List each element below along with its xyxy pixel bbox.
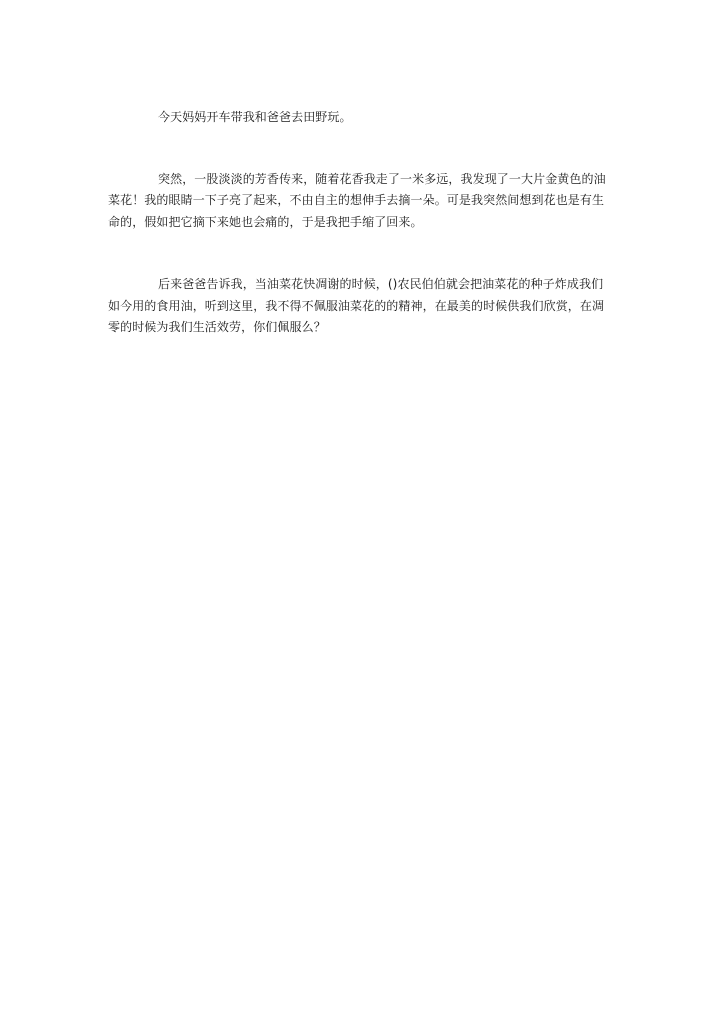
document-body (108, 107, 612, 339)
paragraph-rapeseed-flowers: 突然，一股淡淡的芳香传来，随着花香我走了一米多远，我发现了一大片金黄色的油菜花！我的眼睛一下子亮了起来，不由自主的想伸手去摘一朵。可是我突然间想到花也是有生命的，假如把它摘下来她也会痛的，于是我把手缩了回来。 (108, 171, 606, 229)
paragraph-conclusion: 后来爸爸告诉我，当油菜花快凋谢的时候，()农民伯伯就会把油菜花的种子炸成我们如今用的食用油，听到这里，我不得不佩服油菜花的的精神，在最美的时候供我们欣赏，在凋零的时候为我们生活效劳，你们佩服么？ (108, 277, 605, 334)
paragraph-intro: 今天妈妈开车带我和爸爸去田野玩。 (158, 110, 352, 124)
